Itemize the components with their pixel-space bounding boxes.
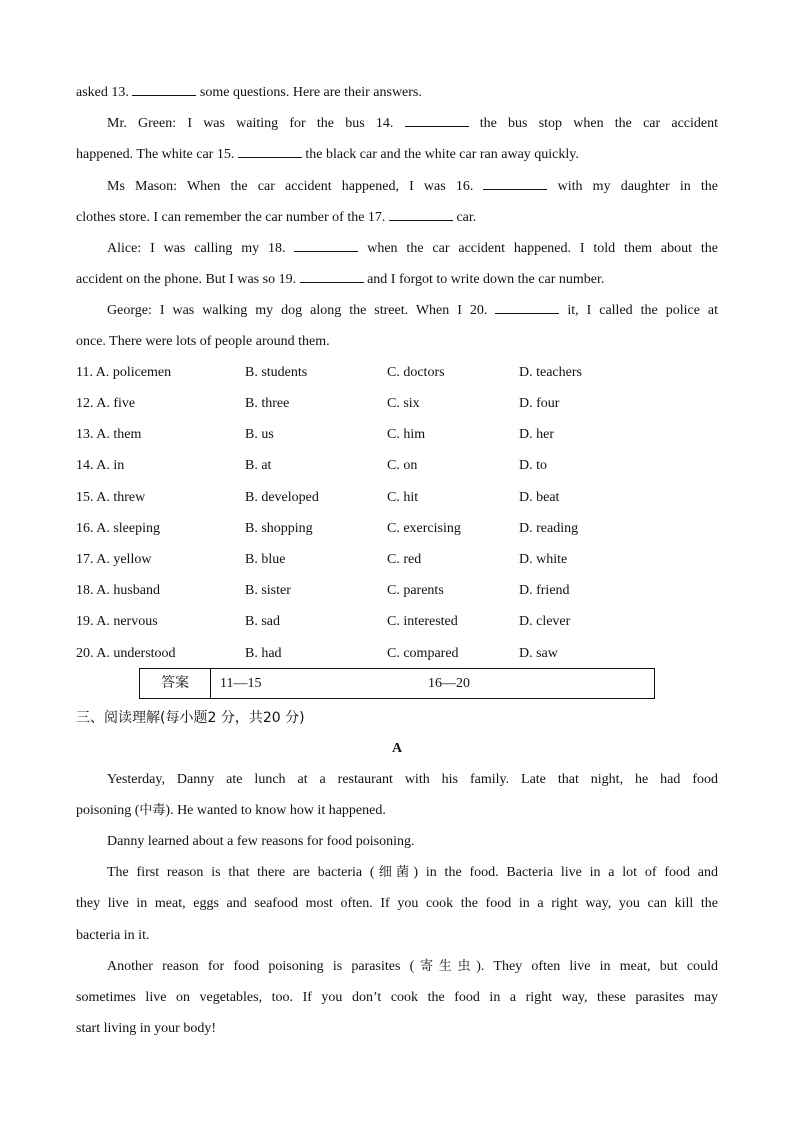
question-18-options: [76, 582, 718, 600]
option-c: C. hit: [387, 490, 419, 505]
option-d: D. clever: [519, 614, 571, 629]
passage-line-5: they live in meat, eggs and seafood most often. If you cook the food in a right way, you can kill the: [76, 896, 718, 911]
text-segment: ). They often live in meat, but could: [476, 959, 718, 974]
cloze-line-4: [107, 177, 718, 196]
option-b: B. us: [245, 427, 274, 442]
question-20-options: [76, 645, 718, 663]
option-b: B. blue: [245, 552, 286, 567]
option-b: B. students: [245, 365, 308, 380]
passage-line-7: [107, 958, 718, 976]
cloze-line-3: [76, 145, 718, 164]
section-title: 三、阅读理解(每小题2 分，共20 分): [76, 710, 305, 726]
question-14-options: [76, 457, 718, 475]
answer-table: [139, 668, 655, 699]
option-c: C. on: [387, 458, 418, 473]
option-a: 12. A. five: [76, 396, 136, 411]
passage-line-8: sometimes live on vegetables, too. If you don’t cook the food in a right way, these parasites may: [76, 990, 718, 1005]
question-15-options: [76, 489, 718, 507]
cloze-line-9: once. There were lots of people around them.: [76, 334, 330, 349]
option-d: D. friend: [519, 583, 570, 598]
question-13-options: [76, 426, 718, 444]
text-segment: ) in the food. Bacteria live in a lot of food and: [413, 865, 718, 880]
question-12-options: [76, 395, 718, 413]
passage-line-3: Danny learned about a few reasons for food poisoning.: [107, 834, 415, 849]
answer-label: 答案: [140, 669, 211, 698]
option-a: 20. A. understood: [76, 646, 176, 661]
option-d: D. reading: [519, 521, 579, 536]
text-segment: The first reason is that there are bacteria (: [107, 865, 375, 880]
option-c: C. six: [387, 396, 420, 411]
text-segment: Another reason for food poisoning is parasites (: [107, 959, 415, 974]
text-segment: happened. The white car 15.: [76, 147, 238, 162]
cloze-line-8: [107, 301, 718, 320]
option-b: B. three: [245, 396, 290, 411]
answer-blank-19: [300, 270, 364, 283]
option-b: B. sad: [245, 614, 280, 629]
text-segment: Yesterday, Danny ate lunch at a restaurant with his family. Late that night, he had food: [107, 772, 718, 787]
answer-blank-20: [495, 301, 559, 314]
text-segment: asked 13.: [76, 85, 133, 100]
cloze-line-7: [76, 270, 718, 289]
option-c: C. parents: [387, 583, 444, 598]
question-16-options: [76, 520, 718, 538]
text-segment: Mr. Green: I was waiting for the bus 14.: [107, 116, 405, 131]
option-a: 16. A. sleeping: [76, 521, 160, 536]
option-a: 17. A. yellow: [76, 552, 152, 567]
text-segment: the black car and the white car ran away quickly.: [301, 147, 579, 162]
text-segment: George: I was walking my dog along the street. When I 20.: [107, 303, 496, 318]
option-d: D. four: [519, 396, 560, 411]
chinese-gloss: 中毒: [139, 803, 166, 818]
answer-blank-14: [405, 114, 469, 127]
text-segment: poisoning (: [76, 803, 140, 818]
answer-blank-16: [483, 177, 547, 190]
question-19-options: [76, 613, 718, 631]
cloze-line-2: [107, 114, 718, 133]
text-segment: car.: [452, 210, 477, 225]
text-segment: some questions. Here are their answers.: [196, 85, 422, 100]
answer-blank-17: [389, 208, 453, 221]
answer-range-11-15: 11—15: [220, 676, 262, 691]
passage-line-4: [107, 864, 718, 882]
text-segment: accident on the phone. But I was so 19.: [76, 272, 300, 287]
option-c: C. exercising: [387, 521, 461, 536]
option-c: C. him: [387, 427, 426, 442]
answer-range-16-20: 16—20: [428, 676, 470, 691]
text-segment: with my daughter in the: [547, 179, 718, 194]
answer-blank-15: [238, 145, 302, 158]
question-17-options: [76, 551, 718, 569]
passage-letter: A: [391, 741, 403, 756]
option-b: B. shopping: [245, 521, 313, 536]
option-d: D. white: [519, 552, 568, 567]
option-b: B. sister: [245, 583, 291, 598]
text-segment: Alice: I was calling my 18.: [107, 241, 295, 256]
option-a: 18. A. husband: [76, 583, 160, 598]
option-d: D. teachers: [519, 365, 582, 380]
cloze-line-5: [76, 208, 718, 227]
answer-blank-18: [294, 239, 358, 252]
option-b: B. at: [245, 458, 272, 473]
option-c: C. doctors: [387, 365, 445, 380]
option-a: 15. A. threw: [76, 490, 146, 505]
option-b: B. had: [245, 646, 282, 661]
option-d: D. her: [519, 427, 554, 442]
cloze-line-6: [107, 239, 718, 258]
text-segment: Ms Mason: When the car accident happened, I was 16.: [107, 179, 484, 194]
option-c: C. compared: [387, 646, 459, 661]
option-a: 13. A. them: [76, 427, 142, 442]
text-segment: when the car accident happened. I told them about the: [358, 241, 718, 256]
chinese-gloss: 寄生虫: [414, 959, 477, 974]
passage-line-1: [107, 771, 718, 789]
option-b: B. developed: [245, 490, 319, 505]
answer-blank-13: [132, 83, 196, 96]
option-c: C. interested: [387, 614, 458, 629]
passage-line-2: [76, 802, 718, 820]
option-a: 11. A. policemen: [76, 365, 172, 380]
question-11-options: [76, 364, 718, 382]
text-segment: the bus stop when the car accident: [468, 116, 718, 131]
passage-line-9: start living in your body!: [76, 1021, 216, 1036]
option-d: D. saw: [519, 646, 558, 661]
text-segment: clothes store. I can remember the car number of the 17.: [76, 210, 389, 225]
text-segment: and I forgot to write down the car number.: [363, 272, 605, 287]
text-segment: ). He wanted to know how it happened.: [165, 803, 386, 818]
passage-line-6: bacteria in it.: [76, 928, 150, 943]
option-d: D. beat: [519, 490, 560, 505]
text-segment: it, I called the police at: [559, 303, 718, 318]
option-a: 14. A. in: [76, 458, 125, 473]
option-d: D. to: [519, 458, 547, 473]
chinese-gloss: 细菌: [374, 865, 414, 880]
option-a: 19. A. nervous: [76, 614, 158, 629]
option-c: C. red: [387, 552, 422, 567]
cloze-line-1: [76, 83, 718, 102]
